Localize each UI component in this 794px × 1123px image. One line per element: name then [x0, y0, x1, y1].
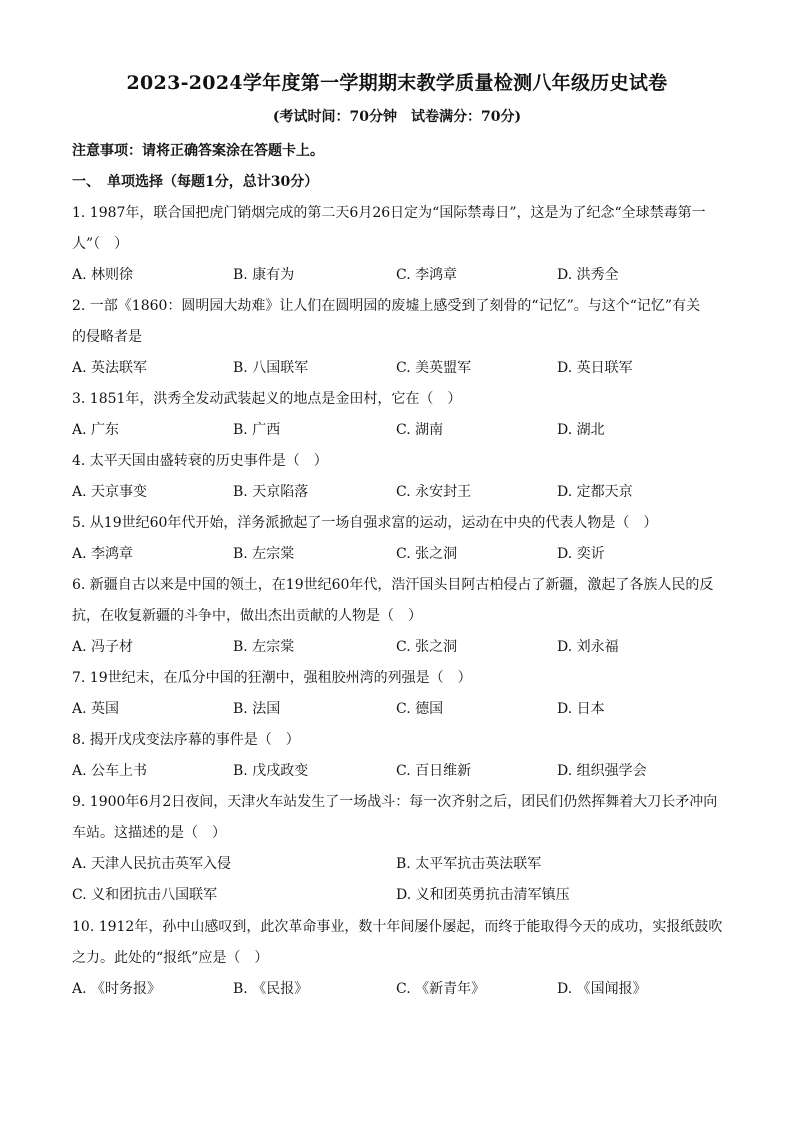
question-7-option-c: C. 德国 [396, 701, 444, 717]
question-2-line-1: 2. 一部《1860：圆明园大劫难》让人们在圆明园的废墟上感受到了刻骨的“记忆”。与这个“记忆”有关 [72, 298, 701, 314]
question-9-option-a: A. 天津人民抗击英军入侵 [72, 856, 232, 872]
question-3-line-1: 3. 1851年，洪秀全发动武装起义的地点是金田村，它在（ ） [72, 391, 462, 407]
question-10-option-c: C. 《新青年》 [396, 981, 486, 997]
question-3-option-c: C. 湖南 [396, 422, 444, 438]
question-10-option-d: D. 《国闻报》 [557, 981, 647, 997]
question-10-option-a: A. 《时务报》 [72, 981, 162, 997]
question-1-option-b: B. 康有为 [233, 267, 295, 283]
question-2-line-2: 的侵略者是 [72, 329, 142, 345]
question-4-line-1: 4. 太平天国由盛转衰的历史事件是（ ） [72, 453, 328, 469]
question-6-option-d: D. 刘永福 [557, 639, 619, 655]
question-4-option-a: A. 天京事变 [72, 484, 148, 500]
question-6-line-1: 6. 新疆自古以来是中国的领土，在19世纪60年代，浩汗国头目阿古柏侵占了新疆，激起了各族人民的反 [72, 577, 714, 593]
section-heading: 一、 单项选择（每题1分，总计30分） [72, 174, 319, 190]
question-5-line-1: 5. 从19世纪60年代开始，洋务派掀起了一场自强求富的运动，运动在中央的代表人物是（ ） [72, 515, 658, 531]
question-5-option-b: B. 左宗棠 [233, 546, 295, 562]
question-7-line-1: 7. 19世纪末，在瓜分中国的狂潮中，强租胶州湾的列强是（ ） [72, 670, 472, 686]
question-6-line-2: 抗，在收复新疆的斗争中，做出杰出贡献的人物是（ ） [72, 608, 422, 624]
question-8-option-c: C. 百日维新 [396, 763, 472, 779]
question-2-option-d: D. 英日联军 [557, 360, 633, 376]
question-7-option-b: B. 法国 [233, 701, 281, 717]
question-7-option-a: A. 英国 [72, 701, 120, 717]
question-6-option-b: B. 左宗棠 [233, 639, 295, 655]
question-2-option-b: B. 八国联军 [233, 360, 309, 376]
question-10-option-b: B. 《民报》 [233, 981, 309, 997]
question-8-option-b: B. 戊戌政变 [233, 763, 309, 779]
question-10-line-1: 10. 1912年，孙中山感叹到，此次革命事业，数十年间屡仆屡起，而终于能取得今天的成功，实报纸鼓吹 [72, 919, 723, 935]
question-9-line-2: 车站。这描述的是（ ） [72, 825, 226, 841]
question-5-option-d: D. 奕䜣 [557, 546, 605, 562]
exam-title: 2023-2024学年度第一学期期末教学质量检测八年级历史试卷 [126, 72, 668, 94]
question-8-option-a: A. 公车上书 [72, 763, 148, 779]
question-1-option-c: C. 李鸿章 [396, 267, 458, 283]
question-5-option-a: A. 李鸿章 [72, 546, 134, 562]
question-8-line-1: 8. 揭开戊戌变法序幕的事件是（ ） [72, 732, 300, 748]
question-4-option-d: D. 定都天京 [557, 484, 633, 500]
exam-subtitle: (考试时间：70分钟 试卷满分：70分) [272, 109, 522, 125]
question-2-option-c: C. 美英盟军 [396, 360, 472, 376]
question-2-option-a: A. 英法联军 [72, 360, 148, 376]
question-1-line-2: 人”（ ） [72, 236, 129, 252]
question-1-line-1: 1. 1987年，联合国把虎门销烟完成的第二天6月26日定为“国际禁毒日”，这是为了纪念“全球禁毒第一 [72, 205, 706, 221]
question-9-option-b: B. 太平军抗击英法联军 [396, 856, 542, 872]
question-3-option-b: B. 广西 [233, 422, 281, 438]
question-9-line-1: 9. 1900年6月2日夜间，天津火车站发生了一场战斗：每一次齐射之后，团民们仍然挥舞着大刀长矛冲向 [72, 794, 718, 810]
notice-text: 注意事项：请将正确答案涂在答题卡上。 [72, 143, 324, 159]
question-6-option-a: A. 冯子材 [72, 639, 134, 655]
question-1-option-d: D. 洪秀全 [557, 267, 619, 283]
question-10-line-2: 之力。此处的“报纸”应是（ ） [72, 950, 269, 966]
question-3-option-d: D. 湖北 [557, 422, 605, 438]
question-5-option-c: C. 张之洞 [396, 546, 458, 562]
question-8-option-d: D. 组织强学会 [557, 763, 647, 779]
question-6-option-c: C. 张之洞 [396, 639, 458, 655]
question-9-option-c: C. 义和团抗击八国联军 [72, 887, 218, 903]
question-1-option-a: A. 林则徐 [72, 267, 134, 283]
question-9-option-d: D. 义和团英勇抗击清军镇压 [396, 887, 570, 903]
question-4-option-b: B. 天京陷落 [233, 484, 309, 500]
question-4-option-c: C. 永安封王 [396, 484, 472, 500]
question-3-option-a: A. 广东 [72, 422, 120, 438]
question-7-option-d: D. 日本 [557, 701, 605, 717]
